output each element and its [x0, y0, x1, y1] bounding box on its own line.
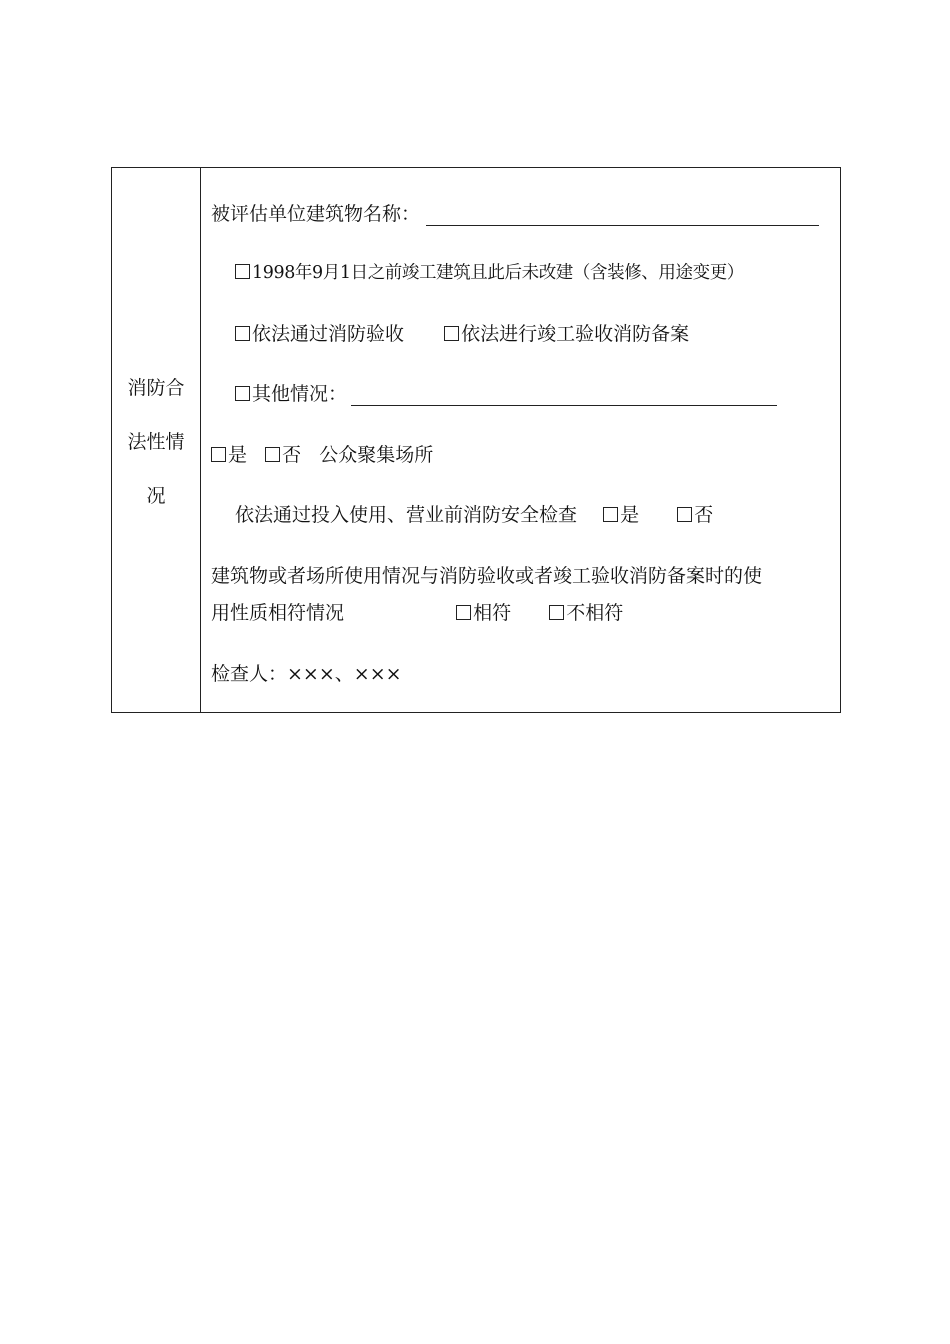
usage-match-line-2: 用性质相符情况 [211, 602, 345, 624]
section-label-cell [112, 168, 201, 712]
usage-match-row [211, 601, 623, 625]
public-gathering-row [211, 443, 433, 467]
acceptance-checkbox[interactable] [235, 326, 250, 341]
safety-check-row [235, 503, 713, 527]
usage-match-line-1: 建筑物或者场所使用情况与消防验收或者竣工验收消防备案时的使 [211, 565, 763, 587]
building-name-label: 被评估单位建筑物名称： [211, 203, 421, 225]
section-content-cell [201, 168, 840, 712]
safety-check-label: 依法通过投入使用、营业前消防安全检查 [235, 504, 578, 526]
other-checkbox[interactable] [235, 386, 250, 401]
inspector-label: 检查人： [211, 663, 288, 685]
pre1998-checkbox[interactable] [235, 264, 250, 279]
public-gathering-no-label: 否 [282, 444, 302, 466]
safety-check-no-checkbox[interactable] [677, 507, 692, 522]
section-label [124, 361, 188, 523]
section-label-line-1: 消防合 [127, 377, 185, 399]
safety-check-no-label: 否 [694, 504, 714, 526]
section-label-line-3: 况 [146, 485, 166, 507]
mismatch-checkbox[interactable] [549, 605, 564, 620]
section-label-line-2: 法性情 [127, 431, 185, 453]
public-gathering-yes-label: 是 [228, 444, 248, 466]
filing-label: 依法进行竣工验收消防备案 [461, 323, 690, 345]
other-row [235, 382, 777, 406]
acceptance-label: 依法通过消防验收 [252, 323, 405, 345]
acceptance-row [235, 322, 689, 346]
pre1998-label: 1998年9月1日之前竣工建筑且此后未改建（含装修、用途变更） [252, 263, 744, 283]
safety-check-yes-checkbox[interactable] [603, 507, 618, 522]
public-gathering-no-checkbox[interactable] [265, 447, 280, 462]
safety-check-yes-label: 是 [620, 504, 640, 526]
fire-legality-table [111, 167, 841, 713]
pre1998-row [235, 261, 744, 285]
public-gathering-yes-checkbox[interactable] [211, 447, 226, 462]
inspector-row [211, 662, 402, 686]
filing-checkbox[interactable] [444, 326, 459, 341]
other-field[interactable] [351, 385, 777, 406]
building-name-row [211, 202, 819, 226]
match-label: 相符 [473, 602, 512, 624]
public-gathering-label: 公众聚集场所 [319, 444, 434, 466]
inspector-value: ×××、××× [287, 663, 402, 685]
mismatch-label: 不相符 [566, 602, 624, 624]
match-checkbox[interactable] [456, 605, 471, 620]
building-name-field[interactable] [426, 205, 819, 226]
other-label: 其他情况： [252, 383, 348, 405]
